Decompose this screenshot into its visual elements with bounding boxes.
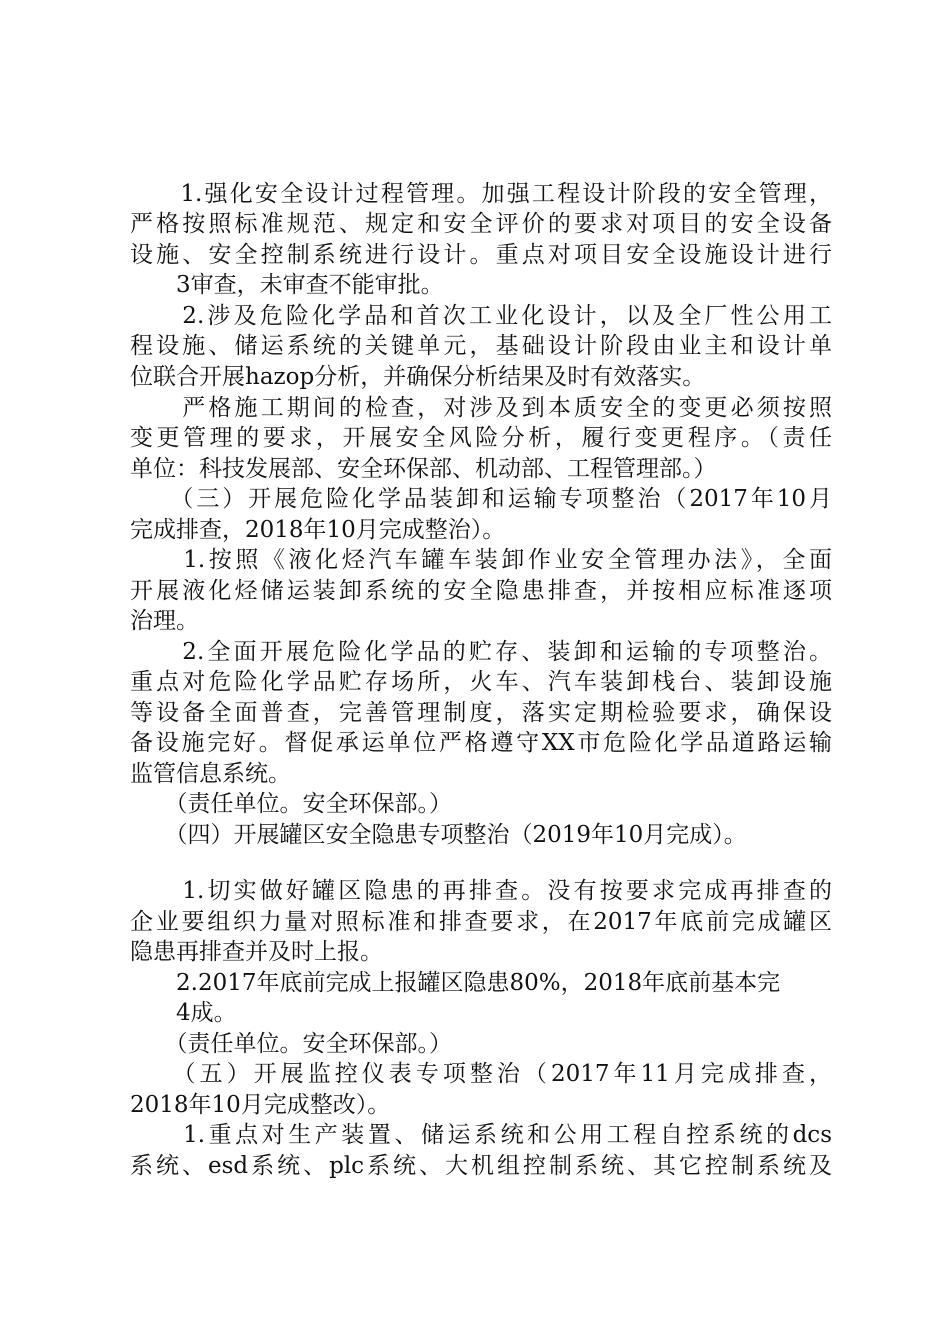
text-line: 3审查，未审查不能审批。 [130, 272, 444, 298]
text-line: 系统、esd系统、plc系统、大机组控制系统、其它控制系统及 [130, 1153, 832, 1179]
text-line: 程设施、储运系统的关键单元，基础设计阶段由业主和设计单 [130, 333, 832, 359]
text-line: 1.重点对生产装置、储运系统和公用工程自控系统的dcs [130, 1122, 832, 1148]
text-line: 企业要组织力量对照标准和排查要求，在2017年底前完成罐区 [130, 909, 832, 935]
section-heading: 完成排查，2018年10月完成整治）。 [130, 517, 506, 543]
text-line: 备设施完好。督促承运单位严格遵守XX市危险化学品道路运输 [130, 730, 832, 756]
text-line: 位联合开展hazop分析，并确保分析结果及时有效落实。 [130, 364, 706, 390]
text-line: 1.切实做好罐区隐患的再排查。没有按要求完成再排查的 [130, 878, 832, 904]
text-line: 2.全面开展危险化学品的贮存、装卸和运输的专项整治。 [130, 639, 832, 665]
text-line: 4成。 [130, 1000, 237, 1026]
text-line: 1.强化安全设计过程管理。加强工程设计阶段的安全管理， [130, 181, 832, 207]
text-line: 监管信息系统。 [130, 761, 291, 787]
text-line: （责任单位。安全环保部。） [130, 1031, 452, 1057]
text-line: 重点对危险化学品贮存场所，火车、汽车装卸栈台、装卸设施 [130, 669, 832, 695]
text-line: 2.涉及危险化学品和首次工业化设计，以及全厂性公用工 [130, 303, 832, 329]
section-heading: 2018年10月完成整改）。 [130, 1092, 391, 1118]
section-heading: （五）开展监控仪表专项整治（2017年11月完成排查， [130, 1061, 832, 1087]
text-line: 单位：科技发展部、安全环保部、机动部、工程管理部。） [130, 456, 717, 482]
section-heading: （三）开展危险化学品装卸和运输专项整治（2017年10月 [130, 486, 832, 512]
text-line: 变更管理的要求，开展安全风险分析，履行变更程序。（责任 [130, 425, 832, 451]
text-line: 开展液化烃储运装卸系统的安全隐患排查，并按相应标准逐项 [130, 578, 832, 604]
text-line: 隐患再排查并及时上报。 [130, 939, 383, 965]
text-line: 设施、安全控制系统进行设计。重点对项目安全设施设计进行 [130, 242, 832, 268]
text-line: 等设备全面普查，完善管理制度，落实定期检验要求，确保设 [130, 700, 832, 726]
section-heading: （四）开展罐区安全隐患专项整治（2019年10月完成）。 [130, 822, 747, 848]
text-line: 治理。 [130, 608, 199, 634]
text-line: （责任单位。安全环保部。） [130, 791, 452, 817]
text-line: 严格施工期间的检查，对涉及到本质安全的变更必须按照 [130, 395, 832, 421]
text-line: 严格按照标准规范、规定和安全评价的要求对项目的安全设备 [130, 211, 832, 237]
text-line: 2.2017年底前完成上报罐区隐患80%，2018年底前基本完 [130, 970, 781, 996]
text-line: 1.按照《液化烃汽车罐车装卸作业安全管理办法》，全面 [130, 547, 832, 573]
